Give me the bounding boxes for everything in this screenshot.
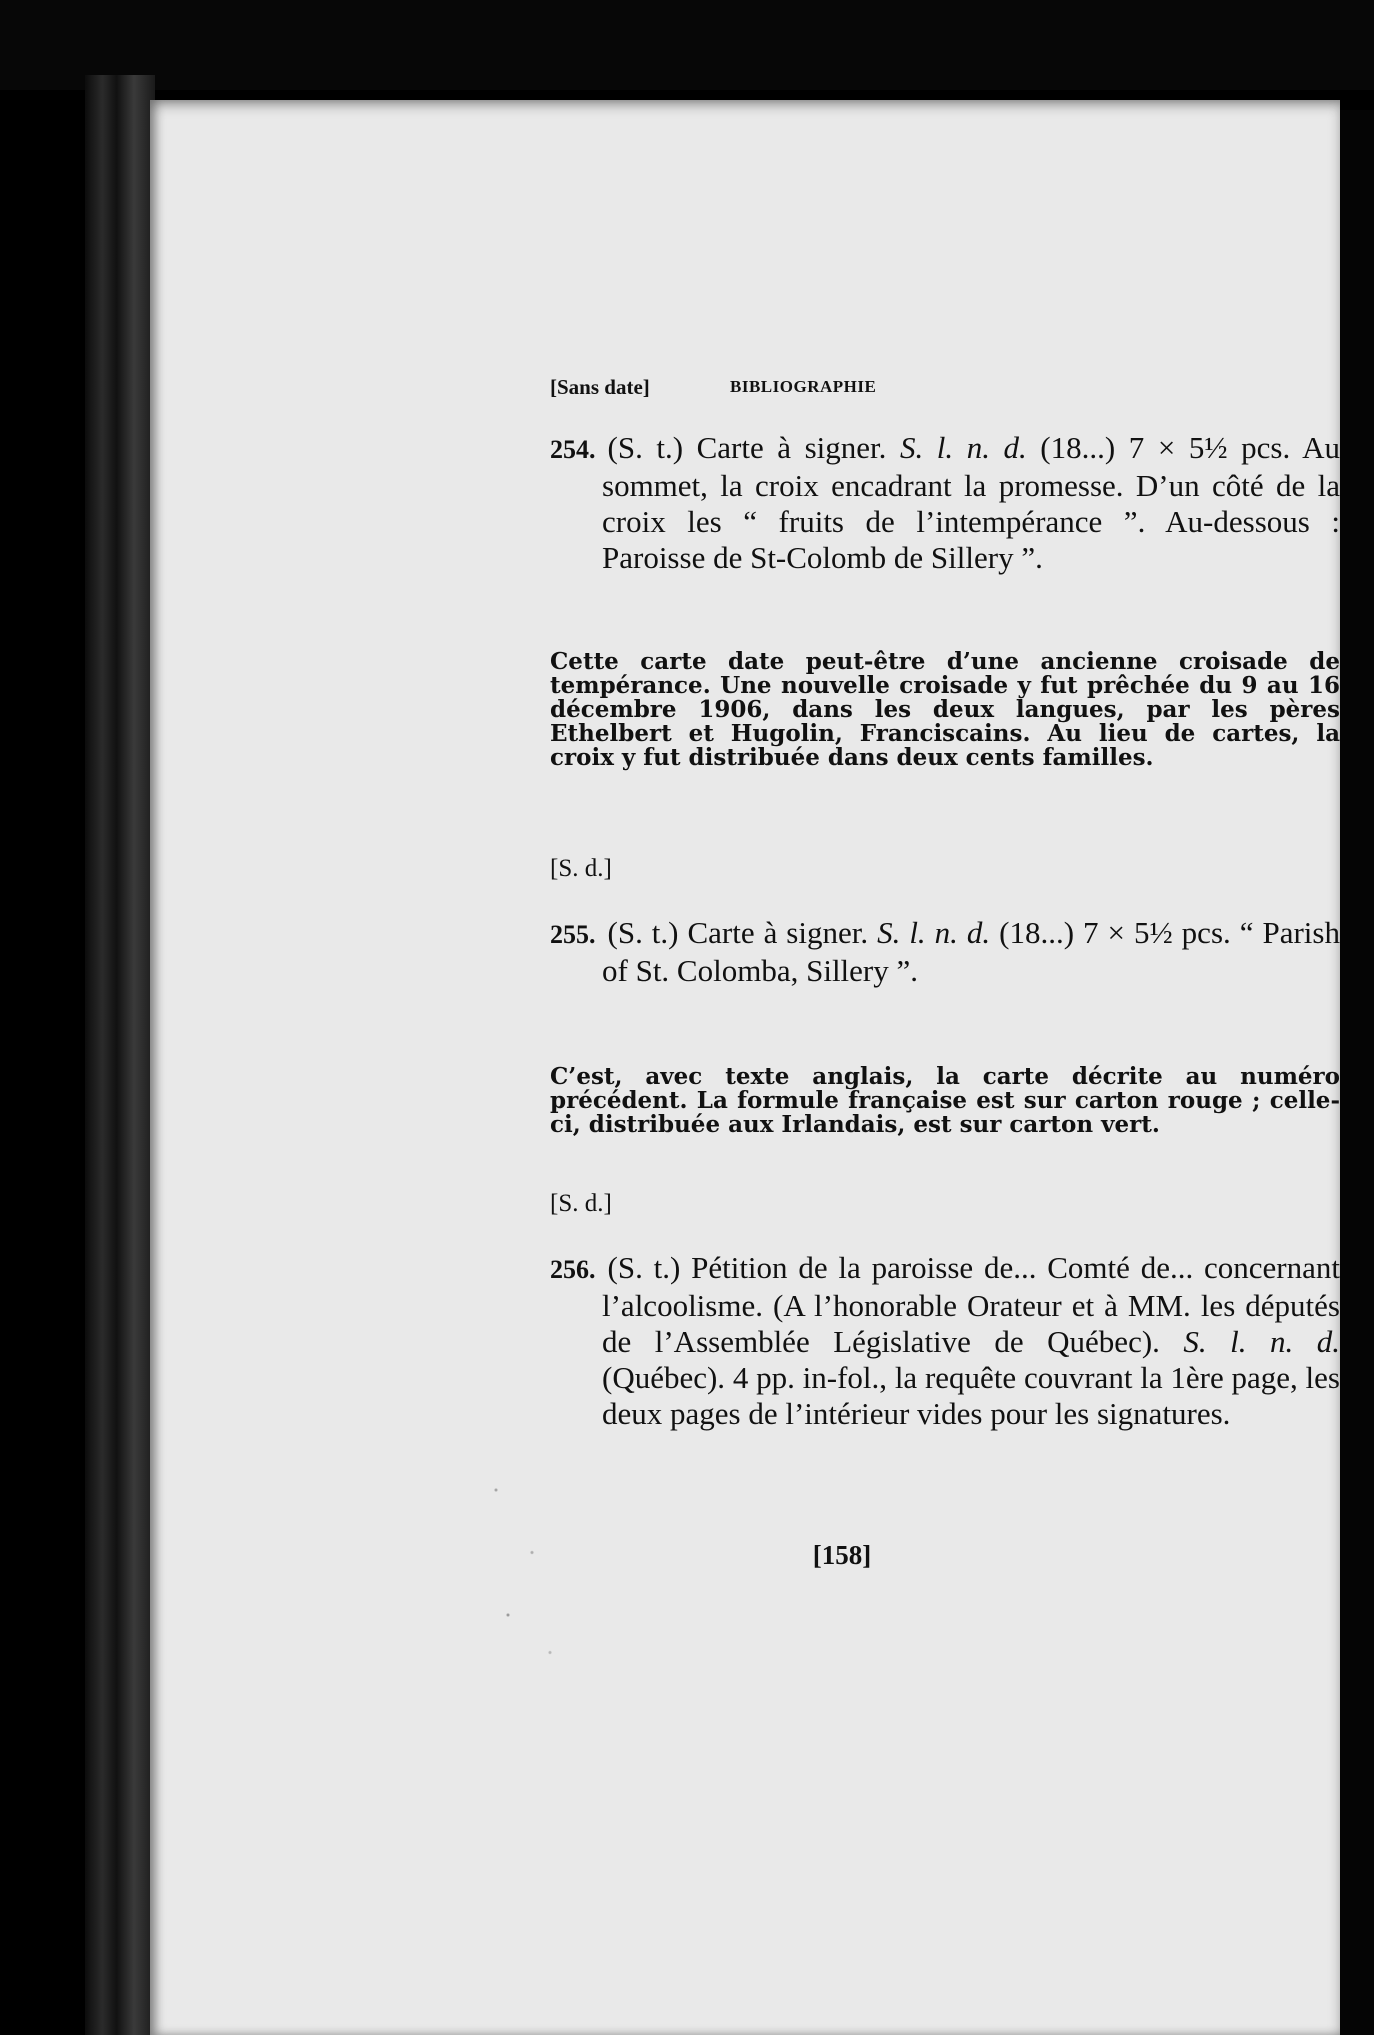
entry-255 [550,915,1340,989]
entry-256 [550,1250,1340,1432]
entry-256-body [550,1250,1340,1432]
book-binding-edge [85,75,155,2035]
entry-254-body [550,430,1340,576]
entry-text-end: (18...) 7 × 5½ pcs. “ Parish of St. Colomba, Sillery ”. [602,915,1340,988]
entry-text-italic: S. l. n. d. [1183,1324,1340,1359]
entry-number: 254. [550,435,596,464]
entry-number: 256. [550,1255,596,1284]
entry-text-end: (18...) 7 × 5½ pcs. Au sommet, la croix encadrant la promesse. D’un côté de la croix les “ fruits de l’intempérance ”. Au-dessous : Paroisse de St-Colomb de Sillery ”. [602,430,1340,575]
note-255: C’est, avec texte anglais, la carte décrite au numéro précédent. La formule française est sur carton rouge ; celle-ci, distribuée aux Irlandais, est sur carton vert. [550,1063,1340,1138]
note-254: Cette carte date peut-être d’une ancienne croisade de tempérance. Une nouvelle croisade y fut prêchée du 9 au 16 décembre 1906, dans les deux langues, par les pères Ethelbert et Hugolin, Franciscains. Au lieu de cartes, la croix y fut distribuée dans deux cents familles. [550,648,1340,771]
scan-top-border [0,0,1374,90]
entry-text-italic: S. l. n. d. [899,430,1027,465]
entry-text-start: (S. t.) Carte à signer. [607,430,900,465]
running-head-left: [Sans date] [550,375,650,399]
entry-number: 255. [550,920,596,949]
running-head-title: BIBLIOGRAPHIE [730,377,877,396]
entry-text-start: (S. t.) Pétition de la paroisse de... Comté de... concernant l’alcoolisme. (A l’honorable Orateur et à MM. les députés de l’Assemblée Législative de Québec). [602,1250,1340,1359]
entry-254 [550,430,1340,576]
date-label: [S. d.] [550,855,612,882]
book-page [150,100,1340,2035]
date-label: [S. d.] [550,1190,612,1217]
entry-text-end: (Québec). 4 pp. in-fol., la requête couvrant la 1ère page, les deux pages de l’intérieur vides pour les signatures. [602,1360,1340,1431]
paper-speckle [460,1440,580,1690]
page-number: [158] [812,1540,872,1570]
entry-text-italic: S. l. n. d. [877,915,991,950]
entry-text-start: (S. t.) Carte à signer. [607,915,878,950]
scan-right-border [1340,110,1374,2035]
entry-255-body [550,915,1340,989]
